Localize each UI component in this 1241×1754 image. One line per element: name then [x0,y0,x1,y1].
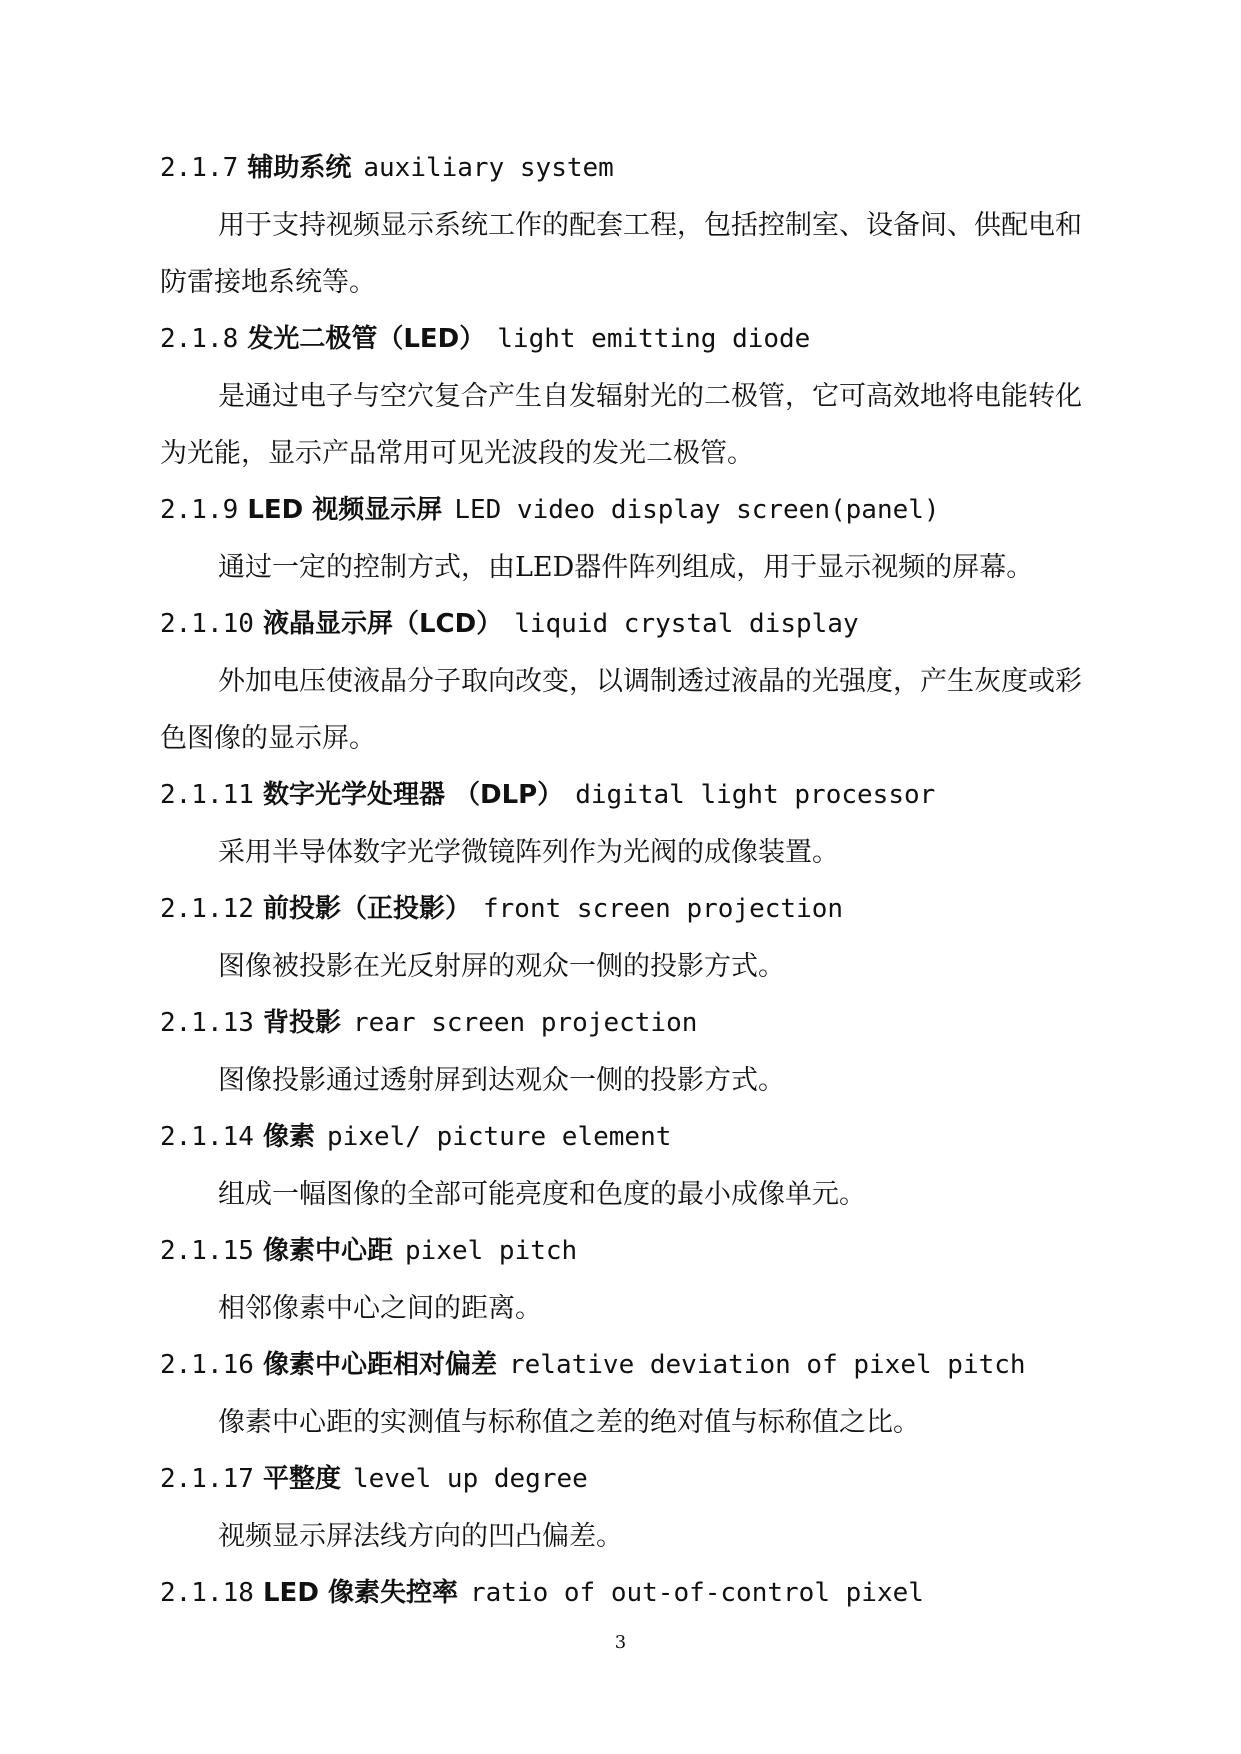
term-english: light emitting diode [497,324,811,354]
term-heading [160,881,1090,938]
term-entry [160,881,1090,995]
term-english: pixel pitch [405,1236,578,1266]
term-number: 2.1.8 [160,324,239,354]
term-heading [160,1451,1090,1508]
term-definition: 图像投影通过透射屏到达观众一侧的投影方式。 [218,1065,785,1096]
term-number: 2.1.16 [160,1350,254,1380]
term-definition: 图像被投影在光反射屏的观众一侧的投影方式。 [218,951,785,982]
term-entry [160,1337,1090,1451]
term-chinese: 数字光学处理器 （DLP） [262,780,564,810]
term-entry [160,482,1090,596]
term-english: level up degree [353,1464,588,1494]
term-number: 2.1.18 [160,1578,254,1608]
term-chinese: 平整度 [262,1464,341,1494]
term-definition: 通过一定的控制方式，由LED器件阵列组成，用于显示视频的屏幕。 [218,552,1034,583]
term-english: auxiliary system [363,153,614,183]
term-definition: 视频显示屏法线方向的凹凸偏差。 [218,1521,623,1552]
term-heading [160,767,1090,824]
term-heading [160,482,1090,539]
term-english: liquid crystal display [514,609,859,639]
term-heading [160,1565,1090,1622]
term-heading [160,1337,1090,1394]
term-number: 2.1.7 [160,153,239,183]
term-heading [160,1223,1090,1280]
term-entry [160,1565,1090,1622]
term-chinese: 像素中心距相对偏差 [262,1350,497,1380]
term-chinese: LED 视频显示屏 [247,495,443,525]
term-english: digital light processor [575,780,936,810]
term-chinese: 辅助系统 [247,153,352,183]
term-number: 2.1.9 [160,495,239,525]
term-number: 2.1.15 [160,1236,254,1266]
term-heading [160,596,1090,653]
term-entry [160,995,1090,1109]
term-number: 2.1.14 [160,1122,254,1152]
term-english: relative deviation of pixel pitch [509,1350,1026,1380]
term-number: 2.1.17 [160,1464,254,1494]
term-definition: 外加电压使液晶分子取向改变，以调制透过液晶的光强度，产生灰度或彩色图像的显示屏。 [160,666,1082,754]
term-chinese: 液晶显示屏（LCD） [262,609,503,639]
term-entry [160,1451,1090,1565]
term-definition: 相邻像素中心之间的距离。 [218,1293,542,1324]
term-number: 2.1.12 [160,894,254,924]
term-entry [160,140,1090,311]
term-heading [160,311,1090,368]
term-number: 2.1.11 [160,780,254,810]
term-heading [160,1109,1090,1166]
term-chinese: 像素中心距 [262,1236,393,1266]
term-definition: 像素中心距的实测值与标称值之差的绝对值与标称值之比。 [218,1407,920,1438]
term-english: ratio of out-of-control pixel [469,1578,924,1608]
term-heading [160,995,1090,1052]
term-english: front screen projection [483,894,844,924]
term-english: LED video display screen(panel) [454,495,940,525]
term-entry [160,596,1090,767]
term-number: 2.1.10 [160,609,254,639]
term-chinese: 前投影（正投影） [262,894,471,924]
term-chinese: 像素 [262,1122,315,1152]
term-definition: 组成一幅图像的全部可能亮度和色度的最小成像单元。 [218,1179,866,1210]
term-entry [160,311,1090,482]
term-definition: 用于支持视频显示系统工作的配套工程，包括控制室、设备间、供配电和防雷接地系统等。 [160,210,1082,298]
term-chinese: LED 像素失控率 [262,1578,458,1608]
term-entry [160,1109,1090,1223]
term-entry [160,1223,1090,1337]
term-definition: 采用半导体数字光学微镜阵列作为光阀的成像装置。 [218,837,839,868]
term-entry [160,767,1090,881]
term-chinese: 发光二极管（LED） [247,324,486,354]
term-heading [160,140,1090,197]
term-english: pixel/ picture element [327,1122,672,1152]
page-number: 3 [614,1632,627,1653]
definitions-section [160,140,1090,1622]
term-definition: 是通过电子与空穴复合产生自发辐射光的二极管，它可高效地将电能转化为光能，显示产品常用可见光波段的发光二极管。 [160,381,1082,469]
term-number: 2.1.13 [160,1008,254,1038]
term-chinese: 背投影 [262,1008,341,1038]
term-english: rear screen projection [353,1008,698,1038]
